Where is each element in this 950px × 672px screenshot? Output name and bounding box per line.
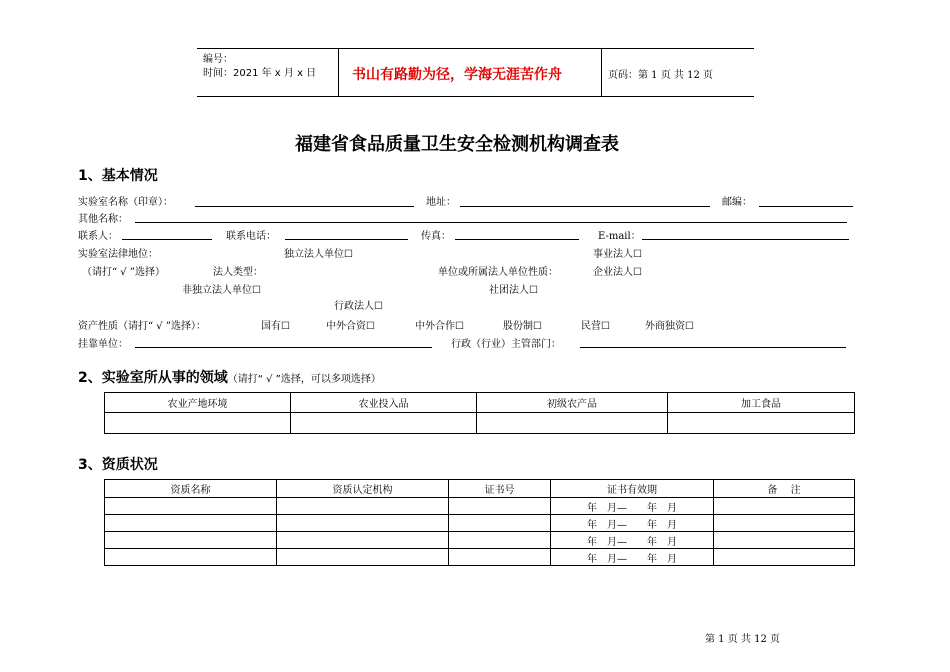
public-institution-checkbox[interactable]: 事业法人☐ bbox=[593, 249, 642, 260]
email-field[interactable] bbox=[642, 239, 849, 240]
qual-cell[interactable] bbox=[449, 549, 551, 566]
qual-cell[interactable] bbox=[714, 549, 855, 566]
field-col-3: 初级农产品 bbox=[477, 393, 668, 413]
field-col-1: 农业产地环境 bbox=[105, 393, 291, 413]
qual-cell[interactable] bbox=[449, 515, 551, 532]
phone-field[interactable] bbox=[285, 239, 408, 240]
fax-label: 传真： bbox=[421, 231, 451, 242]
qual-cell[interactable] bbox=[277, 498, 449, 515]
footer-page: 第 1 页 共 12 页 bbox=[705, 634, 780, 645]
tick-instruction: （请打“ √ ”选择） bbox=[82, 267, 165, 278]
postcode-field[interactable] bbox=[759, 206, 853, 207]
section2-note: （请打“ √ ”选择，可以多项选择） bbox=[227, 374, 381, 385]
address-label: 地址： bbox=[426, 197, 456, 208]
qual-cell[interactable] bbox=[277, 532, 449, 549]
qual-cell[interactable] bbox=[714, 532, 855, 549]
qual-col-cert-no: 证书号 bbox=[449, 480, 551, 498]
header-top-rule bbox=[197, 48, 754, 49]
field-col-4: 加工食品 bbox=[668, 393, 855, 413]
header-divider-right bbox=[601, 48, 602, 96]
fax-field[interactable] bbox=[455, 239, 579, 240]
time-label: 时间：2021 年 x 月 x 日 bbox=[203, 68, 317, 79]
qual-validity-cell[interactable]: 年 月— 年 月 bbox=[551, 515, 714, 532]
qual-cell[interactable] bbox=[714, 498, 855, 515]
qual-cell[interactable] bbox=[277, 549, 449, 566]
postcode-label: 邮编： bbox=[722, 197, 752, 208]
qual-cell[interactable] bbox=[105, 549, 277, 566]
enterprise-legal-checkbox[interactable]: 企业法人☐ bbox=[593, 267, 642, 278]
asset-cooperative-checkbox[interactable]: 中外合作☐ bbox=[415, 321, 464, 332]
qual-cell[interactable] bbox=[714, 515, 855, 532]
qual-cell[interactable] bbox=[277, 515, 449, 532]
header-divider-left bbox=[338, 48, 339, 96]
phone-label: 联系电话： bbox=[226, 231, 276, 242]
asset-private-checkbox[interactable]: 民营☐ bbox=[581, 321, 610, 332]
qual-cell[interactable] bbox=[105, 515, 277, 532]
field-check-1[interactable] bbox=[105, 413, 291, 434]
number-label: 编号： bbox=[203, 54, 233, 65]
asset-foreign-checkbox[interactable]: 外商独资☐ bbox=[645, 321, 694, 332]
lab-name-label: 实验室名称（印章）： bbox=[78, 197, 173, 208]
other-name-label: 其他名称： bbox=[78, 214, 128, 225]
qualification-table bbox=[104, 479, 855, 566]
qual-col-remarks: 备 注 bbox=[714, 480, 855, 498]
asset-joint-venture-checkbox[interactable]: 中外合资☐ bbox=[326, 321, 375, 332]
qual-cell[interactable] bbox=[449, 498, 551, 515]
affiliated-label: 挂靠单位： bbox=[78, 339, 128, 350]
authority-field[interactable] bbox=[580, 347, 846, 348]
asset-state-owned-checkbox[interactable]: 国有☐ bbox=[261, 321, 290, 332]
section3-heading: 3、资质状况 bbox=[78, 457, 158, 473]
qual-col-validity: 证书有效期 bbox=[551, 480, 714, 498]
motto: 书山有路勤为径，学海无涯苦作舟 bbox=[352, 67, 562, 83]
qual-cell[interactable] bbox=[105, 532, 277, 549]
other-name-field[interactable] bbox=[135, 222, 847, 223]
page-label: 页码：第 1 页 共 12 页 bbox=[608, 70, 713, 81]
qual-validity-cell[interactable]: 年 月— 年 月 bbox=[551, 532, 714, 549]
qual-col-agency: 资质认定机构 bbox=[277, 480, 449, 498]
page-title: 福建省食品质量卫生安全检测机构调查表 bbox=[295, 134, 619, 155]
qual-validity-cell[interactable]: 年 月— 年 月 bbox=[551, 549, 714, 566]
legal-type-label: 法人类型： bbox=[213, 267, 263, 278]
asset-nature-label: 资产性质（请打“ √ ”选择）： bbox=[78, 321, 206, 332]
lab-name-field[interactable] bbox=[195, 206, 414, 207]
authority-label: 行政（行业）主管部门： bbox=[451, 339, 561, 350]
non-independent-checkbox[interactable]: 非独立法人单位☐ bbox=[182, 285, 261, 296]
admin-legal-checkbox[interactable]: 行政法人☐ bbox=[334, 301, 383, 312]
section2-heading bbox=[78, 367, 381, 387]
unit-nature-label: 单位或所属法人单位性质： bbox=[438, 267, 558, 278]
legal-status-label: 实验室法律地位： bbox=[78, 249, 158, 260]
field-col-2: 农业投入品 bbox=[291, 393, 477, 413]
email-label: E-mail： bbox=[598, 231, 641, 242]
section1-heading: 1、基本情况 bbox=[78, 168, 158, 184]
independent-legal-checkbox[interactable]: 独立法人单位☐ bbox=[284, 249, 353, 260]
address-field[interactable] bbox=[460, 206, 710, 207]
contact-field[interactable] bbox=[122, 239, 212, 240]
field-check-4[interactable] bbox=[668, 413, 855, 434]
qual-col-name: 资质名称 bbox=[105, 480, 277, 498]
qual-cell[interactable] bbox=[105, 498, 277, 515]
field-check-2[interactable] bbox=[291, 413, 477, 434]
asset-shareholding-checkbox[interactable]: 股份制☐ bbox=[503, 321, 542, 332]
field-check-3[interactable] bbox=[477, 413, 668, 434]
contact-label: 联系人： bbox=[78, 231, 118, 242]
header-bottom-rule bbox=[197, 96, 754, 97]
fields-table bbox=[104, 392, 855, 434]
social-legal-checkbox[interactable]: 社团法人☐ bbox=[489, 285, 538, 296]
affiliated-field[interactable] bbox=[135, 347, 432, 348]
section2-title: 2、实验室所从事的领域 bbox=[78, 370, 228, 386]
qual-validity-cell[interactable]: 年 月— 年 月 bbox=[551, 498, 714, 515]
qual-cell[interactable] bbox=[449, 532, 551, 549]
